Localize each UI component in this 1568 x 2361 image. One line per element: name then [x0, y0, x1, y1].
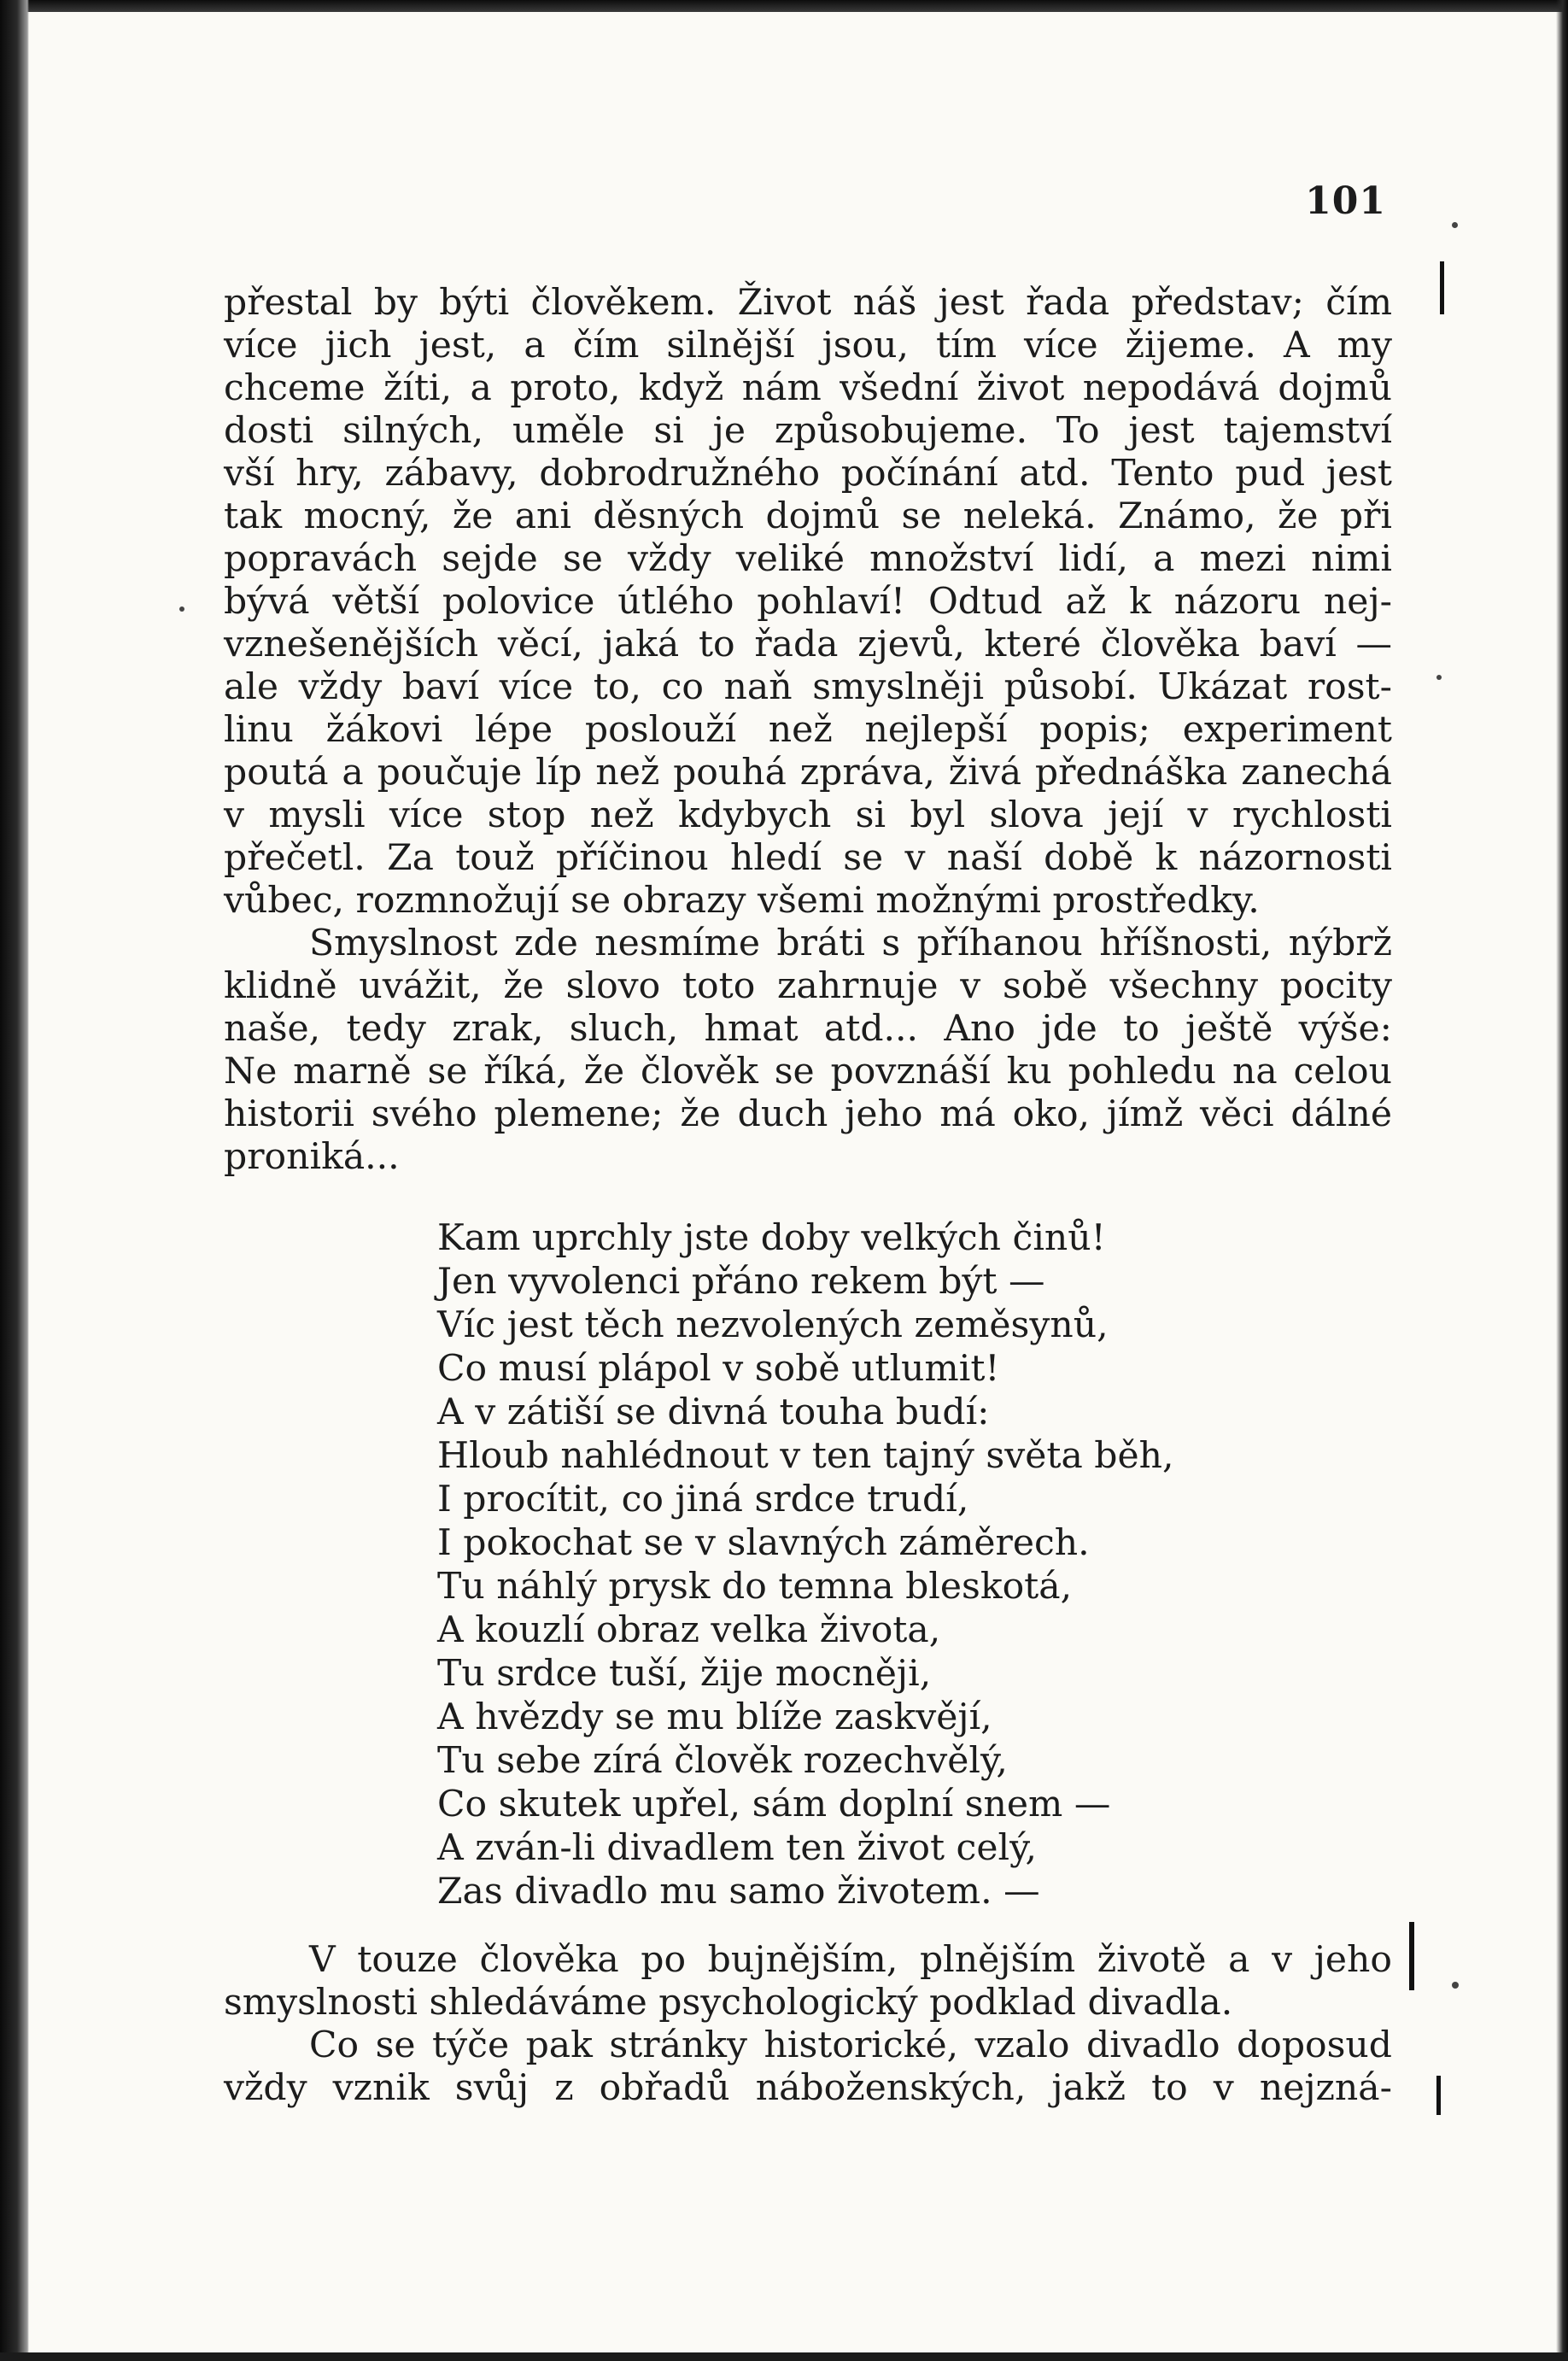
- poem-line: Zas divadlo mu samo životem. —: [437, 1871, 1040, 1913]
- poem-line: A v zátiší se divná touha budí:: [437, 1391, 990, 1433]
- paragraph: [224, 923, 1392, 1179]
- poem-line: Kam uprchly jste doby velkých činů!: [437, 1217, 1106, 1259]
- text-line: klidně uvážit, že slovo toto zahrnuje v sobě všechny pocity: [224, 965, 1392, 1007]
- poem-line: A zván-li divadlem ten život celý,: [437, 1827, 1037, 1869]
- poem-line: Tu sebe zírá člověk rozechvělý,: [437, 1740, 1008, 1782]
- poem-line: Co skutek upřel, sám doplní snem —: [437, 1784, 1111, 1825]
- poem-line: Hloub nahlédnout v ten tajný světa běh,: [437, 1435, 1174, 1477]
- text-line: vznešenějších věcí, jaká to řada zjevů, které člověka baví —: [224, 624, 1392, 665]
- scan-edge-bottom: [0, 2352, 1568, 2361]
- scan-speck: [1452, 1982, 1459, 1989]
- body-text: [224, 282, 1392, 1179]
- paragraph: [224, 1939, 1392, 2024]
- text-line: proniká...: [224, 1136, 400, 1178]
- poem-line: I pokochat se v slavných záměrech.: [437, 1522, 1090, 1564]
- poem-line: A hvězdy se mu blíže zaskvějí,: [437, 1696, 992, 1738]
- text-line: vždy vznik svůj z obřadů náboženských, jakž to v nejzná-: [224, 2067, 1392, 2109]
- text-line: Smyslnost zde nesmíme bráti s příhanou hříšnosti, nýbrž: [309, 923, 1392, 964]
- text-line: chceme žíti, a proto, když nám všední život nepodává dojmů: [224, 367, 1392, 409]
- text-line: naše, tedy zrak, sluch, hmat atd... Ano jde to ještě výše:: [224, 1008, 1392, 1050]
- scan-speck: [179, 606, 184, 612]
- poem-line: Co musí plápol v sobě utlumit!: [437, 1348, 1000, 1390]
- scan-speck: [1436, 675, 1442, 680]
- poem: [437, 1216, 1174, 1913]
- page-number: 101: [1305, 179, 1386, 223]
- poem-line: A kouzlí obraz velka života,: [437, 1609, 941, 1651]
- poem-line: Víc jest těch nezvolených zeměsynů,: [437, 1304, 1109, 1346]
- paragraph-continued: [224, 282, 1392, 923]
- text-line: více jich jest, a čím silnější jsou, tím více žijeme. A my: [224, 325, 1392, 366]
- text-line: vší hry, zábavy, dobrodružného počínání atd. Tento pud jest: [224, 453, 1392, 495]
- text-line: bývá větší polovice útlého pohlaví! Odtud až k názoru nej-: [224, 581, 1392, 623]
- text-line: linu žákovi lépe poslouží než nejlepší popis; experiment: [224, 709, 1392, 751]
- scan-mark: [1409, 1922, 1414, 1990]
- poem-line: Tu srdce tuší, žije mocněji,: [437, 1653, 932, 1695]
- text-line: poutá a poučuje líp než pouhá zpráva, živá přednáška zanechá: [224, 752, 1392, 794]
- text-line: ale vždy baví více to, co naň smyslněji působí. Ukázat rost-: [224, 666, 1392, 708]
- text-line: vůbec, rozmnožují se obrazy všemi možnými prostředky.: [224, 880, 1260, 922]
- scan-mark: [1440, 261, 1444, 314]
- scan-speck: [1452, 222, 1458, 228]
- body-text-continued: [224, 1939, 1392, 2110]
- text-line: popravách sejde se vždy veliké množství lidí, a mezi nimi: [224, 538, 1392, 580]
- scan-edge-top: [0, 0, 1568, 12]
- scan-edge-right: [1556, 0, 1568, 2361]
- text-line: smyslnosti shledáváme psychologický podklad divadla.: [224, 1982, 1233, 2024]
- scan-mark: [1436, 2076, 1441, 2115]
- scan-edge-left: [0, 0, 29, 2361]
- text-line: V touze člověka po bujnějším, plnějším životě a v jeho: [309, 1939, 1392, 1981]
- text-line: Ne marně se říká, že člověk se povznáší ku pohledu na celou: [224, 1051, 1392, 1093]
- poem-line: Tu náhlý prysk do temna bleskotá,: [437, 1566, 1073, 1608]
- text-line: přečetl. Za touž příčinou hledí se v naší době k názornosti: [224, 837, 1392, 879]
- text-line: tak mocný, že ani děsných dojmů se neleká. Známo, že při: [224, 495, 1392, 537]
- text-line: Co se týče pak stránky historické, vzalo divadlo doposud: [309, 2024, 1392, 2066]
- text-line: přestal by býti člověkem. Život náš jest řada představ; čím: [224, 282, 1392, 324]
- text-line: dosti silných, uměle si je způsobujeme. To jest tajemství: [224, 410, 1392, 452]
- poem-line: Jen vyvolenci přáno rekem být —: [437, 1261, 1045, 1303]
- text-line: historii svého plemene; že duch jeho má oko, jímž věci dálné: [224, 1093, 1392, 1135]
- text-line: v mysli více stop než kdybych si byl slova její v rychlosti: [224, 794, 1392, 836]
- paragraph: [224, 2024, 1392, 2110]
- poem-line: I procítit, co jiná srdce trudí,: [437, 1479, 969, 1520]
